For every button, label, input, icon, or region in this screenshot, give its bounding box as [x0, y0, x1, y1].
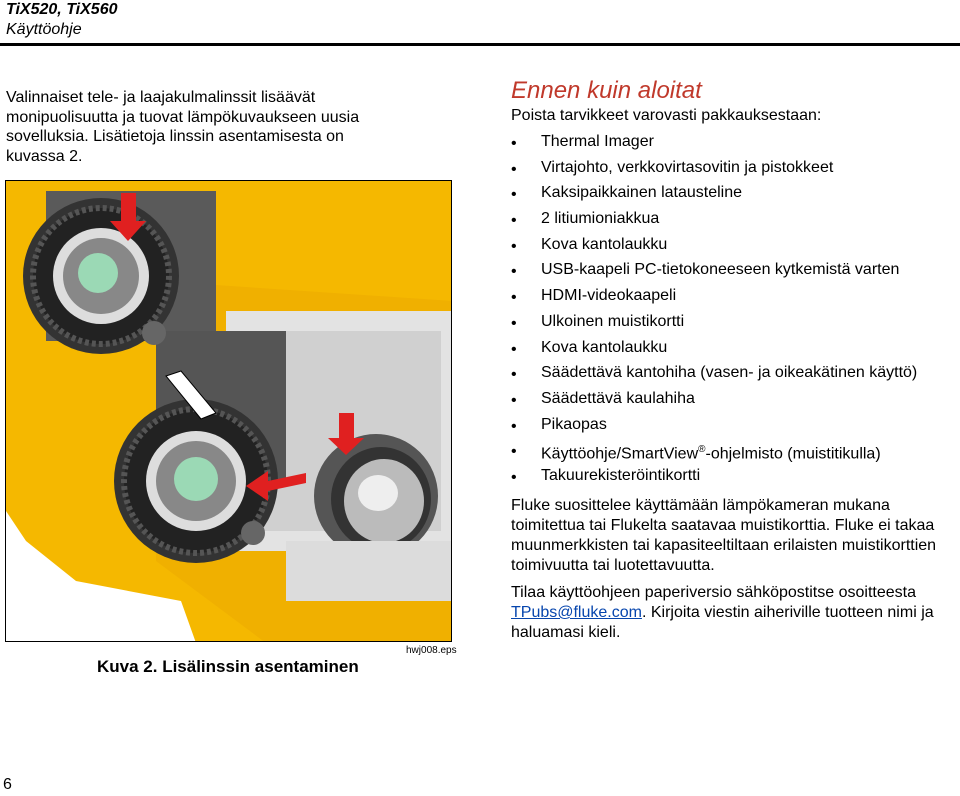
order-text: Tilaa käyttöohjeen paperiversio sähköpostitse osoitteesta [511, 584, 916, 601]
list-item-label: Säädettävä kaulahiha [541, 389, 695, 407]
list-item-label: Takuurekisteröintikortti [541, 466, 701, 484]
bullet-icon: • [511, 237, 517, 255]
order-manual-paragraph [511, 583, 951, 643]
contents-list [511, 131, 951, 491]
list-item [511, 208, 951, 234]
bullet-icon: • [511, 289, 517, 307]
header-rule [0, 43, 960, 46]
list-item-label: Kova kantolaukku [541, 338, 668, 356]
memory-card-paragraph: Fluke suosittelee käyttämään lämpökameran mukana toimitettua tai Flukelta saatavaa muistikorttia. Fluke ei takaa muunmerkkisten tai kapasiteeltiltaan erilaisten muistikorttien toimivuutta tai luotettavuutta. [511, 497, 937, 574]
list-item [511, 311, 951, 337]
list-item [511, 285, 951, 311]
bullet-icon: • [511, 212, 517, 230]
section-lead: Poista tarvikkeet varovasti pakkauksestaan: [511, 107, 822, 124]
intro-paragraph: Valinnaiset tele- ja laajakulmalinssit lisäävät monipuolisuutta ja tuovat lämpökuvaukseen uusia sovelluksia. Lisätietoja linssin asentamisesta on kuvassa 2. [6, 89, 360, 165]
list-item [511, 157, 951, 183]
list-item [511, 234, 951, 260]
registered-mark: ® [698, 444, 706, 456]
bullet-icon: • [511, 340, 517, 358]
list-item [511, 388, 951, 414]
bullet-icon: • [511, 468, 517, 486]
bullet-icon: • [511, 135, 517, 152]
list-item-label: -ohjelmisto (muistitikulla) [705, 445, 881, 463]
figure-illustration [5, 180, 452, 642]
header-title: TiX520, TiX560 [6, 1, 118, 18]
list-item [511, 414, 951, 440]
list-item [511, 439, 951, 465]
order-text-tail: . Kirjoita viestin aiheriville tuotteen nimi ja haluamasi kieli. [511, 604, 934, 641]
section-title: Ennen kuin aloitat [511, 77, 702, 104]
list-item [511, 131, 951, 157]
list-item-label: 2 litiumioniakkua [541, 210, 660, 228]
bullet-icon: • [511, 417, 517, 435]
list-item-label: USB-kaapeli PC-tietokoneeseen kytkemistä varten [541, 261, 900, 279]
list-item-label: Virtajohto, verkkovirtasovitin ja pistokkeet [541, 158, 834, 176]
bullet-icon: • [511, 443, 517, 461]
bullet-icon: • [511, 263, 517, 281]
list-item [511, 259, 951, 285]
list-item-label: Ulkoinen muistikortti [541, 312, 685, 330]
list-item [511, 362, 951, 388]
bullet-icon: • [511, 160, 517, 178]
list-item [511, 465, 951, 491]
page-number: 6 [3, 776, 12, 793]
list-item-label: HDMI-videokaapeli [541, 287, 677, 305]
figure-caption: Kuva 2. Lisälinssin asentaminen [97, 657, 359, 676]
list-item-label: Kaksipaikkainen latausteline [541, 184, 743, 202]
bullet-icon: • [511, 314, 517, 332]
list-item-label: Kova kantolaukku [541, 235, 668, 253]
list-item-label: Käyttöohje/SmartView [541, 445, 699, 463]
list-item-label: Pikaopas [541, 415, 607, 433]
figure-code: hwj008.eps [406, 645, 457, 656]
lens-installation-illustration [6, 181, 452, 642]
bullet-icon: • [511, 366, 517, 384]
list-item [511, 337, 951, 363]
list-item [511, 182, 951, 208]
bullet-icon: • [511, 391, 517, 409]
bullet-icon: • [511, 186, 517, 204]
list-item-label: Säädettävä kantohiha (vasen- ja oikeakätinen käyttö) [541, 364, 918, 382]
email-link[interactable]: TPubs@fluke.com [511, 604, 642, 621]
list-item-label: Thermal Imager [541, 133, 654, 150]
header-subtitle: Käyttöohje [6, 21, 82, 38]
